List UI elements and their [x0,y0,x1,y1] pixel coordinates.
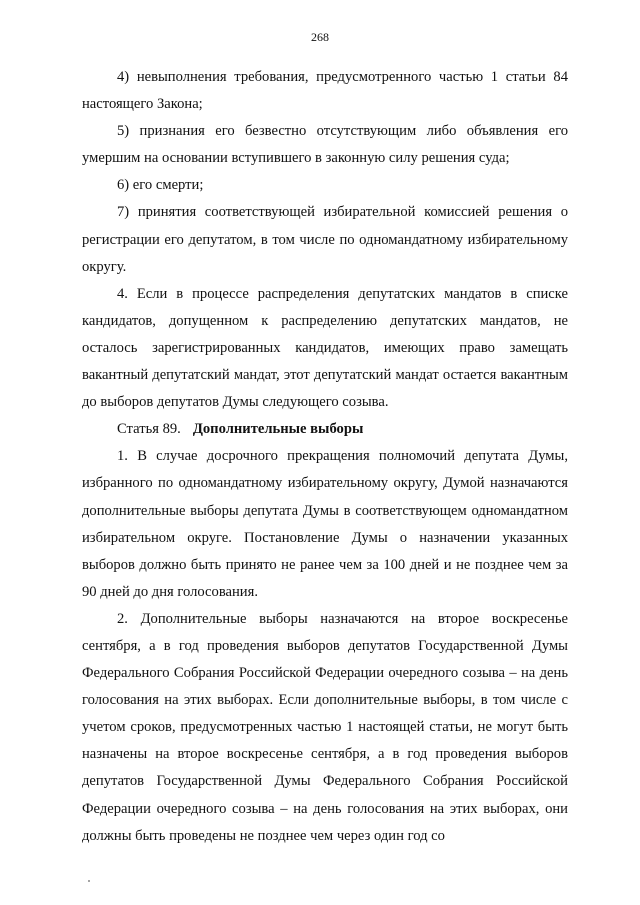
article-title: Дополнительные выборы [192,421,364,438]
article-heading [82,416,568,443]
paragraph-item-5: 5) признания его безвестно отсутствующим либо объявления его умершим на основании вступившего в законную силу решения суда; [82,123,568,167]
scan-speck [88,880,90,882]
article-paragraph-2: 2. Дополнительные выборы назначаются на второе воскресенье сентября, а в год проведения выборов депутатов Государственной Думы Федерального Собрания Российской Федерации очередного созыва – на день голосования на этих выборах. Если дополнительные выборы, в том числе с учетом сроков, предусмотренных частью 1 настоящей статьи, не могут быть назначены на второе воскресенье сентября, а в год проведения выборов депутатов Государственной Думы Федерального Собрания Российской Федерации очередного созыва – на день голосования на этих выборах, они должны быть проведены не позднее чем через один год со [82,610,568,844]
article-paragraph-1: 1. В случае досрочного прекращения полномочий депутата Думы, избранного по одномандатному избирательному округу, Думой назначаются дополнительные выборы депутата Думы в соответствующем одномандатном избирательном округе. Постановление Думы о назначении указанных выборов должно быть принято не ранее чем за 100 дней и не позднее чем за 90 дней до дня голосования. [82,448,568,600]
paragraph-item-7: 7) принятия соответствующей избирательной комиссией решения о регистрации его депутатом, в том числе по одномандатному избирательному округу. [82,204,568,275]
page-number: 268 [311,30,329,44]
paragraph-item-4: 4) невыполнения требования, предусмотренного частью 1 статьи 84 настоящего Закона; [82,69,568,113]
article-number: Статья 89. [117,421,181,438]
paragraph-part-4: 4. Если в процессе распределения депутатских мандатов в списке кандидатов, допущенном к распределению депутатских мандатов, не осталось зарегистрированных кандидатов, имеющих право замещать вакантный депутатский мандат, этот депутатский мандат остается вакантным до выборов депутатов Думы следующего созыва. [82,285,568,411]
document-body [82,64,568,850]
paragraph-item-6: 6) его смерти; [117,177,204,194]
